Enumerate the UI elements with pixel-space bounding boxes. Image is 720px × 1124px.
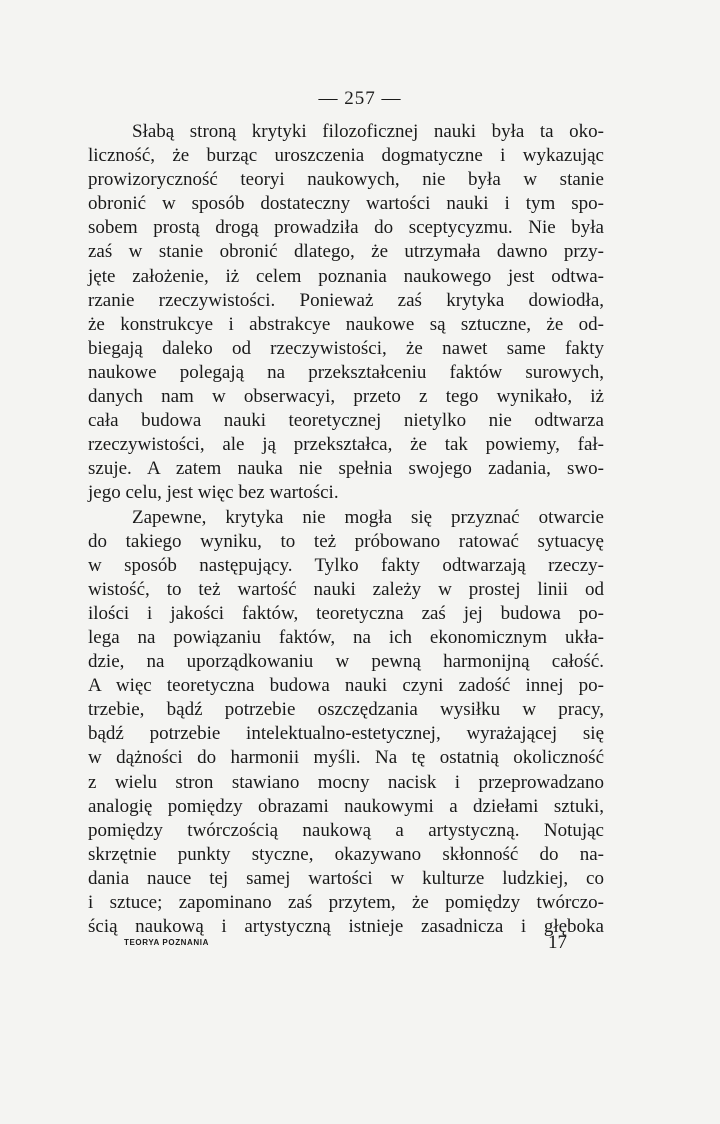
text-line: jęte założenie, iż celem poznania naukowego jest odtwa-	[88, 265, 604, 287]
text-line: cała budowa nauki teoretycznej nietylko nie odtwarza	[88, 410, 604, 432]
text-line: z wielu stron stawiano mocny nacisk i przeprowadzano	[88, 771, 604, 793]
text-line: rzanie rzeczywistości. Ponieważ zaś krytyka dowiodła,	[88, 289, 604, 311]
text-line: liczność, że burząc uroszczenia dogmatyczne i wykazując	[88, 145, 604, 167]
text-line: i sztuce; zapominano zaś przytem, że pomiędzy twórczo-	[88, 892, 604, 913]
text-line: ilości i jakości faktów, teoretyczna zaś jej budowa po-	[88, 602, 604, 624]
sheet-number: 17	[548, 932, 567, 953]
text-line: lega na powiązaniu faktów, na ich ekonomicznym ukła-	[88, 626, 604, 648]
text-line: bądź potrzebie intelektualno-estetycznej, wyrażającej się	[88, 723, 604, 745]
text-line: analogię pomiędzy obrazami naukowymi a dziełami sztuki,	[88, 795, 604, 817]
page-footer	[0, 932, 720, 956]
text-line: naukowe polegają na przekształceniu faktów surowych,	[88, 361, 604, 383]
text-line: jego celu, jest więc bez wartości.	[88, 482, 339, 504]
text-line: Zapewne, krytyka nie mogła się przyznać otwarcie	[132, 506, 604, 528]
text-line: prowizoryczność teoryi naukowych, nie była w stanie	[88, 169, 604, 191]
text-line: do takiego wyniku, to też próbowano ratować sytuacyę	[88, 530, 604, 552]
text-line: ścią naukową i artystyczną istnieje zasadnicza i głęboka	[88, 916, 604, 938]
text-line: wistość, to też wartość nauki zależy w prostej linii od	[88, 578, 604, 600]
text-line: szuje. A zatem nauka nie spełnia swojego zadania, swo-	[88, 458, 604, 480]
text-line: w dążności do harmonii myśli. Na tę ostatnią okoliczność	[88, 747, 604, 769]
text-line: sobem prostą drogą prowadziła do sceptycyzmu. Nie była	[88, 217, 604, 239]
text-line: A więc teoretyczna budowa nauki czyni zadość innej po-	[88, 675, 604, 697]
text-line: rzeczywistości, ale ją przekształca, że tak powiemy, fał-	[88, 434, 604, 456]
signature-mark: TEORYA POZNANIA	[124, 938, 210, 947]
text-line: w sposób następujący. Tylko fakty odtwarzają rzeczy-	[88, 554, 604, 576]
text-line: pomiędzy twórczością naukową a artystyczną. Notując	[88, 819, 604, 841]
text-line: dzie, na uporządkowaniu w pewną harmonijną całość.	[88, 651, 604, 673]
text-line: obronić w sposób dostateczny wartości nauki i tym spo-	[88, 193, 604, 215]
text-line: trzebie, bądź potrzebie oszczędzania wysiłku w pracy,	[88, 699, 604, 721]
text-line: biegają daleko od rzeczywistości, że nawet same fakty	[88, 337, 604, 359]
text-line: zaś w stanie obronić dlatego, że utrzymała dawno przy-	[88, 241, 604, 263]
text-line: dania nauce tej samej wartości w kulturze ludzkiej, co	[88, 867, 604, 889]
text-line: Słabą stroną krytyki filozoficznej nauki była ta oko-	[132, 121, 604, 142]
text-line: danych nam w obserwacyi, przeto z tego wynikało, iż	[88, 386, 604, 408]
text-line: skrzętnie punkty styczne, okazywano skłonność do na-	[88, 843, 604, 865]
body-text	[88, 120, 604, 939]
text-line: że konstrukcye i abstrakcye naukowe są sztuczne, że od-	[88, 313, 604, 335]
page-number: — 257 —	[318, 88, 402, 109]
